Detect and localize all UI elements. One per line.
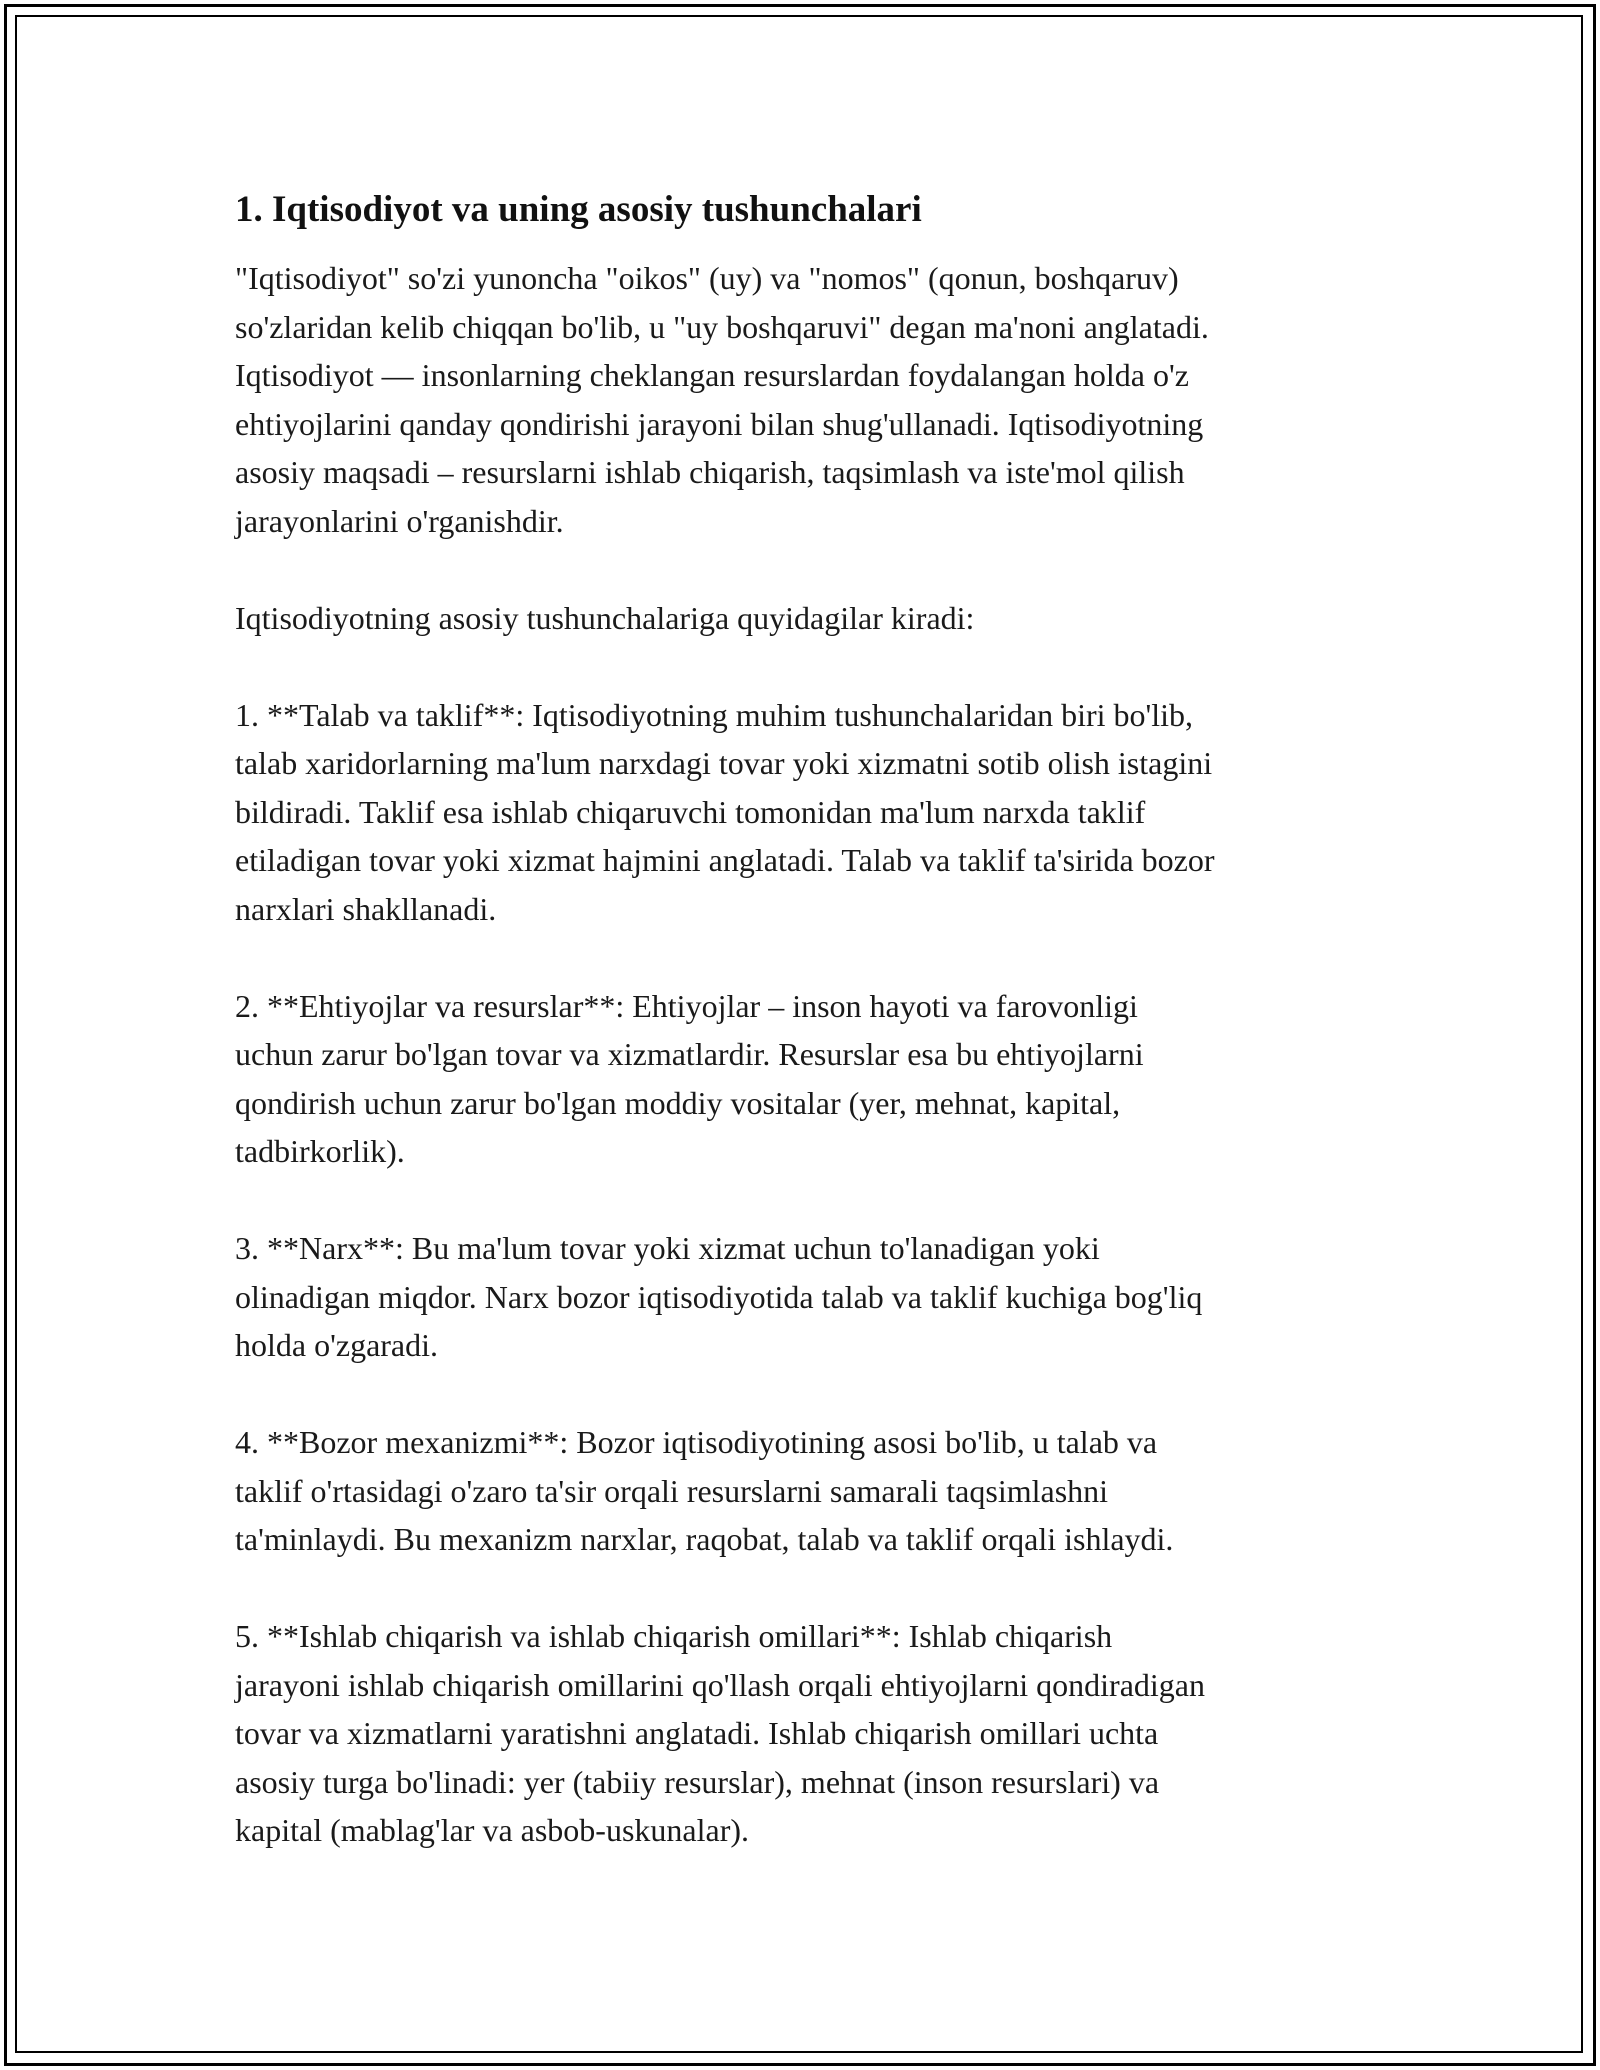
intro-paragraph: "Iqtisodiyot" so'zi yunoncha "oikos" (uy) va "nomos" (qonun, boshqaruv) so'zlaridan kelib chiqqan bo'lib, u "uy boshqaruvi" degan ma'noni anglatadi. Iqtisodiyot — insonlarning cheklangan resurslardan foydalangan holda o'z ehtiyojlarini qanday qondirishi jarayoni bilan shug'ullanadi. Iqtisodiyotning asosiy maqsadi – resurslarni ishlab chiqarish, taqsimlash va iste'mol qilish jarayonlarini o'rganishdir. <box>235 260 1209 539</box>
list-item-needs-resources: 2. **Ehtiyojlar va resurslar**: Ehtiyojlar – inson hayoti va farovonligi uchun zarur bo'lgan tovar va xizmatlardir. Resurslar esa bu ehtiyojlarni qondirish uchun zarur bo'lgan moddiy vositalar (yer, mehnat, kapital, tadbirkorlik). <box>235 987 1144 1169</box>
list-item-price: 3. **Narx**: Bu ma'lum tovar yoki xizmat uchun to'lanadigan yoki olinadigan miqdor. Narx bozor iqtisodiyotida talab va taklif kuchiga bog'liq holda o'zgaradi. <box>235 1230 1203 1363</box>
list-item-production-factors: 5. **Ishlab chiqarish va ishlab chiqarish omillari**: Ishlab chiqarish jarayoni ishlab chiqarish omillarini qo'llash orqali ehtiyojlarni qondiradigan tovar va xizmatlarni yaratishni anglatadi. Ishlab chiqarish omillari uchta asosiy turga bo'linadi: yer (tabiiy resurslar), mehnat (inson resurslari) va kapital (mablag'lar va asbob-uskunalar). <box>235 1618 1205 1848</box>
list-item-supply-demand: 1. **Talab va taklif**: Iqtisodiyotning muhim tushunchalaridan biri bo'lib, talab xaridorlarning ma'lum narxdagi tovar yoki xizmatni sotib olish istagini bildiradi. Taklif esa ishlab chiqaruvchi tomonidan ma'lum narxda taklif etiladigan tovar yoki xizmat hajmini anglatadi. Talab va taklif ta'sirida bozor narxlari shakllanadi. <box>235 696 1215 927</box>
document-title: 1. Iqtisodiyot va uning asosiy tushunchalari <box>235 189 922 230</box>
concepts-lead-paragraph: Iqtisodiyotning asosiy tushunchalariga quyidagilar kiradi: <box>235 599 975 636</box>
list-item-market-mechanism: 4. **Bozor mexanizmi**: Bozor iqtisodiyotining asosi bo'lib, u talab va taklif o'rtasidagi o'zaro ta'sir orqali resurslarni samarali taqsimlashni ta'minlaydi. Bu mexanizm narxlar, raqobat, talab va taklif orqali ishlaydi. <box>235 1424 1174 1557</box>
document-body <box>235 186 1365 1855</box>
